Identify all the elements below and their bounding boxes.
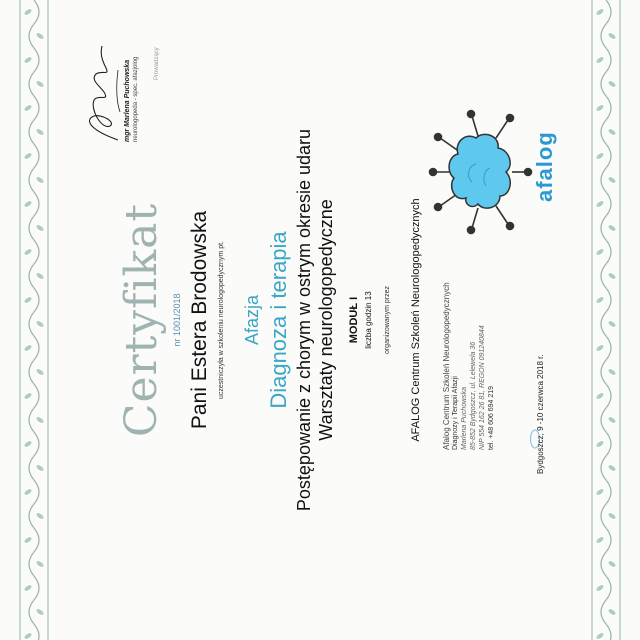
recipient-name: Pani Estera Brodowska <box>188 210 211 430</box>
hours-count: liczba godzin 13 <box>364 291 373 349</box>
organizer-stamp <box>442 282 532 450</box>
signatory-name: mgr Marlena Puchowska <box>124 59 131 142</box>
organized-by-text: organizowanym przez <box>384 285 391 355</box>
issue-date: Bydgoszcz, 9 -10 czerwca 2018 r. <box>536 354 545 474</box>
certificate-body <box>80 20 560 620</box>
wordmark-right: log <box>532 131 557 168</box>
course-label: Afazja <box>242 294 262 346</box>
certificate-number: nr 1001/2018 <box>172 293 182 347</box>
handwritten-signature <box>80 40 124 150</box>
module-label: MODUŁ I <box>348 296 360 344</box>
stamp-line-2: Diagnozy i Terapii Afazji <box>452 376 459 450</box>
signatory-role: neurologopeda - spec. afazjolog <box>133 56 139 142</box>
course-subtitle: Postępowanie z chorym w ostrym okresie udaru <box>294 128 314 512</box>
wordmark-left: afa <box>532 167 557 202</box>
stamp-line-5: NIP 554 162 26 81, REGON 091240844 <box>479 325 486 450</box>
brain-network-icon <box>426 102 534 242</box>
workshop-title: Warsztaty neurologopedyczne <box>316 199 336 441</box>
afalog-wordmark <box>532 131 558 202</box>
stamp-line-6: tel. +48 606 694 219 <box>488 385 495 450</box>
course-title: Diagnoza i terapia <box>266 231 291 409</box>
participation-text: uczestniczyła w szkoleniu neurologopedycznym pt. <box>218 241 225 399</box>
decorative-border-right <box>586 0 626 640</box>
afalog-logo <box>426 102 558 242</box>
stamp-line-1: Afalog Centrum Szkoleń Neurologopedycznych <box>442 282 451 450</box>
organizer-name: AFALOG Centrum Szkoleń Neurologopedycznych <box>410 198 422 442</box>
hosts-label: Prowadzący <box>154 47 160 80</box>
stamp-line-4: 85-852 Bydgoszcz, ul. Lelewela 36 <box>470 341 477 450</box>
certificate-title: Certyfikat <box>116 202 167 438</box>
stamp-line-3: Marlena Puchowska <box>461 386 468 450</box>
decorative-border-left <box>14 0 54 640</box>
